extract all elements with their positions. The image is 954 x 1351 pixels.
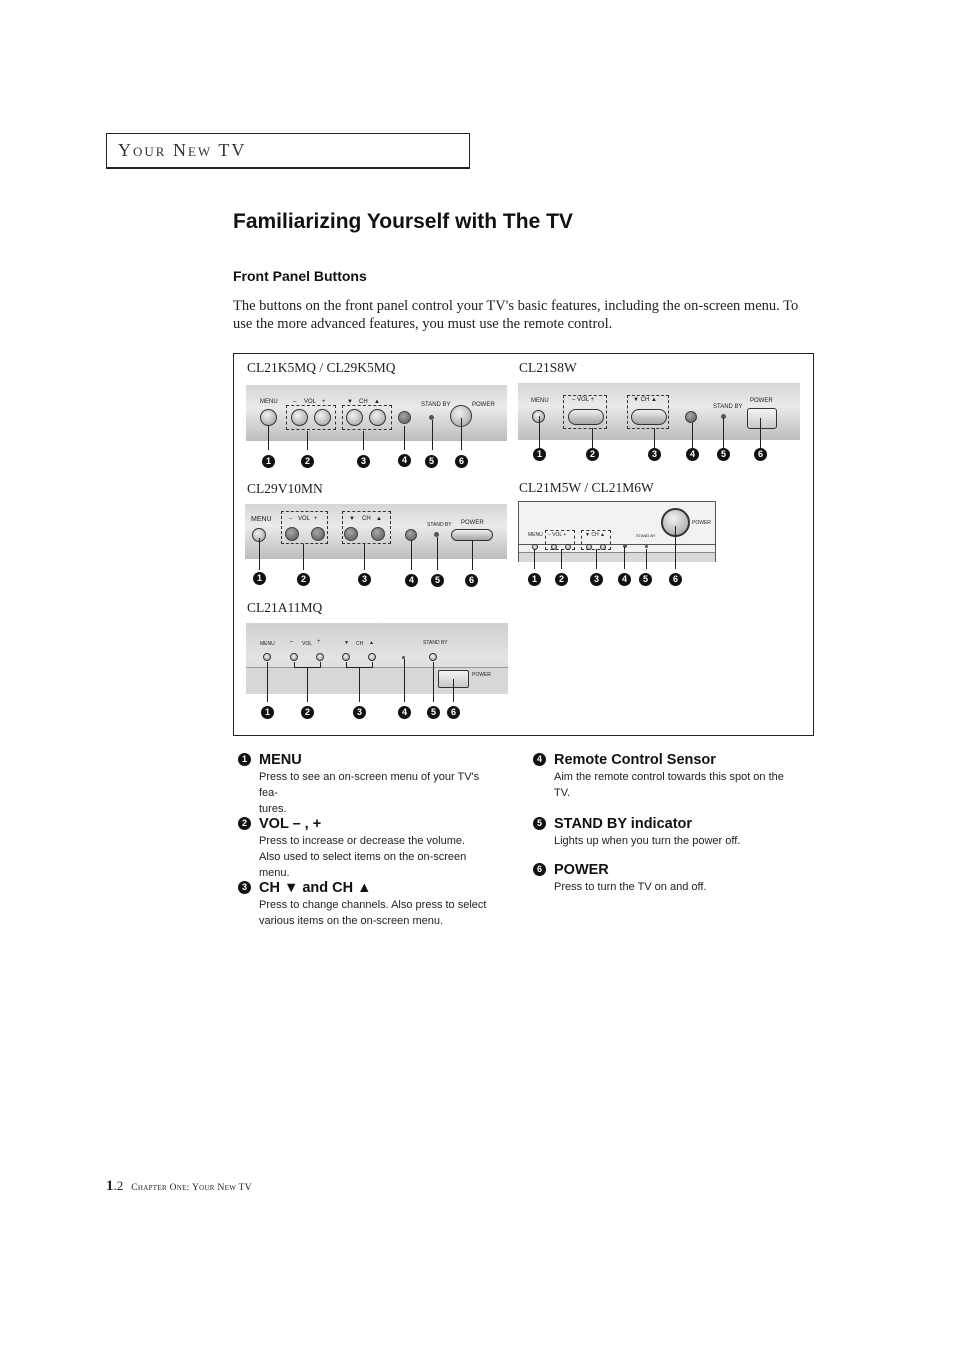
callout-number: 4 [398,706,411,719]
callout-number: 5 [639,573,652,586]
description-body [528,769,808,801]
footer-chapter-label: Chapter One: Your New TV [131,1183,252,1193]
callout-line [359,667,360,702]
callout-number: 2 [238,817,251,830]
panel-label-power: POWER [692,520,711,526]
model-label: CL21S8W [519,360,577,375]
panel-label-ch: ▼ CH ▲ [633,397,657,403]
description-title-text: Remote Control Sensor [554,752,716,768]
description-line: Press to see an on-screen menu of your TV's fea- [259,771,480,799]
panel-label-ch: CH [356,641,364,647]
panel-label-menu: MENU [251,516,272,523]
model-label: CL21A11MQ [247,600,323,615]
description-title [233,815,495,833]
callout-line [472,541,473,570]
panel-label-minus: – [289,516,293,522]
panel-label-power: POWER [750,398,773,404]
panel-label-plus: + [322,399,326,405]
front-panel-model-2 [518,383,800,440]
callout-number: 4 [618,573,631,586]
vol-down-button[interactable] [291,409,308,426]
panel-label-up: ▲ [374,399,380,405]
callout-line [534,549,535,569]
description-vol [233,815,495,881]
panel-label-standby: STAND BY [421,402,451,408]
callout-line [346,662,347,667]
panel-label-standby: STAND BY [427,522,452,528]
vol-rocker-button[interactable] [568,409,604,425]
callout-number: 2 [301,455,314,468]
callout-number: 4 [405,574,418,587]
description-title [528,751,808,769]
callout-number: 6 [465,574,478,587]
callout-line [294,662,295,667]
callout-number: 5 [717,448,730,461]
description-line: tures. [259,803,287,815]
callout-line [433,662,434,702]
vol-down-button[interactable] [285,527,299,541]
callout-number: 5 [533,817,546,830]
panel-label-ch: CH [359,399,368,405]
callout-number: 6 [669,573,682,586]
description-title [233,751,495,769]
ch-up-button[interactable] [369,409,386,426]
callout-line [404,426,405,450]
panel-label-ch: ▼ CH ▲ [585,532,605,538]
callout-line [461,418,462,450]
ch-down-button[interactable] [344,527,358,541]
menu-button[interactable] [532,544,538,550]
description-remote-sensor [528,751,808,801]
description-body [233,897,495,929]
description-title-text: POWER [554,862,609,878]
callout-line [624,547,625,569]
model-label: CL21K5MQ / CL29K5MQ [247,360,396,375]
callout-number: 1 [528,573,541,586]
callout-number: 3 [590,573,603,586]
callout-line [411,540,412,570]
description-title-text: CH [259,880,284,896]
callout-number: 2 [301,706,314,719]
panel-label-vol: VOL [304,399,317,405]
description-body [528,833,808,849]
panel-label-down: ▼ [349,516,355,522]
callout-number: 3 [357,455,370,468]
menu-button[interactable] [263,653,271,661]
callout-number: 3 [238,881,251,894]
callout-line [675,526,676,569]
callout-line [259,538,260,570]
description-body [528,879,808,895]
panel-label-down: ▼ [344,640,349,646]
callout-line [453,679,454,702]
panel-label-vol: VOL [302,641,313,647]
front-panel-model-4 [518,501,716,562]
description-title-text: STAND BY indicator [554,816,693,832]
vol-up-button[interactable] [311,527,325,541]
callout-number: 2 [555,573,568,586]
power-button[interactable] [747,408,777,429]
panel-label-menu: MENU [260,399,278,405]
callout-number: 2 [297,573,310,586]
ch-up-button[interactable] [368,653,376,661]
panel-label-down: ▼ [347,399,353,405]
panel-label-menu: MENU [531,398,549,404]
callout-number: 1 [253,572,266,585]
callout-line [437,537,438,570]
callout-line [372,662,373,667]
power-button[interactable] [451,529,493,541]
description-line: Press to change channels. Also press to select [259,899,487,911]
callout-line [760,418,761,448]
callout-number: 2 [586,448,599,461]
description-line: Press to turn the TV on and off. [554,881,707,893]
callout-number: 5 [431,574,444,587]
front-panel-diagram [233,353,814,736]
vol-up-button[interactable] [314,409,331,426]
description-menu [233,751,495,817]
description-line: Lights up when you turn the power off. [554,835,741,847]
callout-number: 4 [533,753,546,766]
triangle-down-icon: ▼ [283,880,299,896]
panel-label-up: ▲ [369,640,374,646]
callout-number: 1 [261,706,274,719]
callout-number: 1 [533,448,546,461]
description-line: TV. [554,787,571,799]
callout-line [307,667,308,702]
callout-number: 1 [238,753,251,766]
panel-label-up: ▲ [376,516,382,522]
callout-line [320,662,321,667]
panel-label-plus: + [314,516,318,522]
ch-up-button[interactable] [600,544,606,550]
page-footer [106,1177,252,1195]
panel-label-standby: STAND BY [713,404,743,410]
callout-number: 6 [447,706,460,719]
callout-number: 3 [358,573,371,586]
panel-label-power: POWER [461,520,484,526]
panel-label-power: POWER [472,402,495,408]
callout-line [723,418,724,448]
chapter-header-label: Your New TV [118,140,247,160]
callout-number: 4 [398,454,411,467]
description-title [528,861,808,879]
model-label: CL29V10MN [247,481,323,496]
description-line: Aim the remote control towards this spot on the [554,771,784,783]
callout-number: 3 [648,448,661,461]
vol-up-button[interactable] [565,544,571,550]
callout-line [596,549,597,569]
description-line: Press to increase or decrease the volume. [259,835,466,847]
panel-label-ch: CH [362,516,371,522]
callout-line [692,423,693,448]
callout-number: 6 [455,455,468,468]
description-line: Also used to select items on the on-screen menu. [259,851,467,879]
callout-line [654,428,655,448]
vol-up-button[interactable] [316,653,324,661]
description-body [233,769,495,817]
panel-label-plus: + [317,639,321,645]
callout-number: 5 [425,455,438,468]
ch-up-button[interactable] [371,527,385,541]
description-title-text: and CH [298,880,358,896]
ch-down-button[interactable] [342,653,350,661]
callout-line [561,549,562,569]
remote-sensor [398,411,411,424]
vol-down-button[interactable] [290,653,298,661]
callout-number: 1 [262,455,275,468]
callout-line [364,544,365,570]
callout-number: 6 [754,448,767,461]
menu-button[interactable] [260,409,277,426]
page-number-major: 1 [106,1178,114,1194]
callout-number: 6 [533,863,546,876]
description-ch [233,879,495,929]
description-title [528,815,808,833]
callout-line [303,544,304,570]
model-label: CL21M5W / CL21M6W [519,480,654,495]
callout-line [539,416,540,448]
description-title [233,879,495,897]
panel-label-power: POWER [472,672,491,678]
ch-rocker-button[interactable] [631,409,667,425]
front-panel-model-1 [246,385,507,441]
callout-line [432,420,433,450]
panel-label-minus: – [290,639,294,645]
triangle-up-icon: ▲ [357,880,372,896]
callout-number: 5 [427,706,440,719]
remote-sensor [685,411,697,423]
callout-number: 4 [686,448,699,461]
panel-label-menu: MENU [260,641,275,647]
description-standby [528,815,808,849]
panel-label-vol: – VOL + [548,532,567,538]
page-title: Familiarizing Yourself with The TV [233,210,573,233]
panel-label-standby: STAND BY [636,533,656,538]
callout-line [267,662,268,702]
description-title-text: MENU [259,752,302,768]
description-body [233,833,495,881]
intro-paragraph: The buttons on the front panel control your TV's basic features, including the on-screen menu. To use the more advanced features, you must use the remote control. [233,298,799,332]
front-panel-model-3 [245,504,507,559]
standby-indicator [645,545,648,548]
section-title: Front Panel Buttons [233,268,367,284]
page-number-minor: .2 [113,1178,124,1193]
callout-line [307,431,308,450]
panel-label-vol: VOL [298,516,311,522]
standby-indicator [429,653,437,661]
panel-label-menu: MENU [528,532,543,538]
vol-down-button[interactable] [551,544,557,550]
panel-label-vol: – VOL + [572,397,594,403]
description-title-text: VOL – , + [259,816,322,832]
ch-down-button[interactable] [346,409,363,426]
front-panel-model-5 [246,623,508,693]
callout-line [268,426,269,450]
panel-label-minus: – [293,399,297,405]
callout-line [404,659,405,702]
callout-line [592,428,593,448]
callout-number: 3 [353,706,366,719]
panel-label-standby: STAND BY [423,640,448,646]
description-line: various items on the on-screen menu. [259,915,444,927]
callout-line [646,549,647,569]
callout-line [363,431,364,450]
ch-down-button[interactable] [586,544,592,550]
description-power [528,861,808,895]
panel-base [519,552,715,562]
